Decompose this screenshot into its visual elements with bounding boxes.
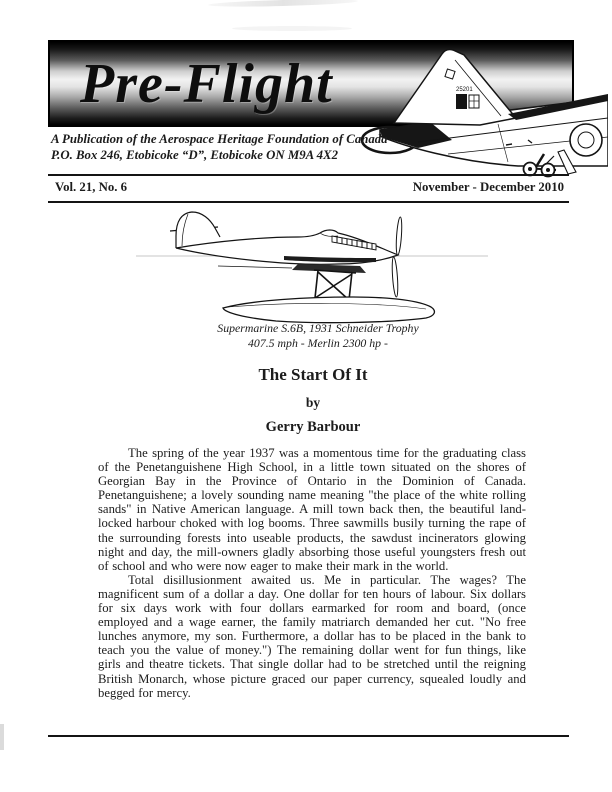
- masthead-title: Pre-Flight: [80, 52, 333, 115]
- issue-rule-bottom: [48, 201, 569, 203]
- caption-line-1: Supermarine S.6B, 1931 Schneider Trophy: [217, 321, 419, 335]
- address-line: P.O. Box 246, Etobicoke “D”, Etobicoke ON M9A 4X2: [51, 148, 338, 162]
- byline: by: [305, 395, 321, 410]
- article-body: [98, 446, 526, 700]
- caption-line-2: 407.5 mph - Merlin 2300 hp -: [248, 335, 388, 350]
- issue-date: November - December 2010: [412, 180, 564, 194]
- paragraph: Total disillusionment awaited us. Me in particular. The wages? The magnificent sum of a dollar a day. One dollar for ten hours of labour. Six dollars for six days work with four dollars earmarked for room and board, (once employed and a wage earner, the family matriarch demanded her cut. "No free lunches anymore, my son. Furthermore, a dollar has to be placed in the bank to teach you the value of money.") The remaining dollar went for fun things, like girls and theatre tickets. That single dollar had to be stretched until the reigning British Monarch, whose picture graced our paper currency, squealed loudly and begged for mercy.: [98, 572, 526, 700]
- footer-rule: [48, 735, 569, 737]
- scan-smudge: [0, 724, 4, 750]
- publication-info: [51, 131, 451, 163]
- scan-smudge: [208, 0, 358, 8]
- issue-rule-top: [48, 174, 569, 176]
- fin-serial: 25201: [456, 87, 473, 93]
- article-title: The Start Of It: [258, 365, 368, 384]
- issue-bar: [48, 180, 569, 195]
- author-name: Gerry Barbour: [265, 419, 361, 435]
- figure-caption: [88, 321, 548, 350]
- scan-smudge: [232, 26, 352, 31]
- volume-label: Vol. 21, No. 6: [55, 180, 128, 194]
- paragraph: The spring of the year 1937 was a momentous time for the graduating class of the Penetanguishene High School, in a little town situated on the shores of Georgian Bay in the Province of Ontario in the Dominion of Canada. Penetanguishene; a lovely sounding name meaning "the place of the white rolling sands" in Native American language. A mill town back then, the beautiful land-locked harbour choked with log booms. Three sawmills busily turning the rape of the surrounding forests into useable products, the sawdust incinerators glowing night and day, the mill-owners gladly absorbing those useful youngsters fresh out of school and who were now eager to make their mark in the world.: [98, 446, 526, 573]
- org-line: A Publication of the Aerospace Heritage Foundation of Canada: [51, 132, 388, 146]
- supermarine-s6b-illustration: [168, 206, 443, 326]
